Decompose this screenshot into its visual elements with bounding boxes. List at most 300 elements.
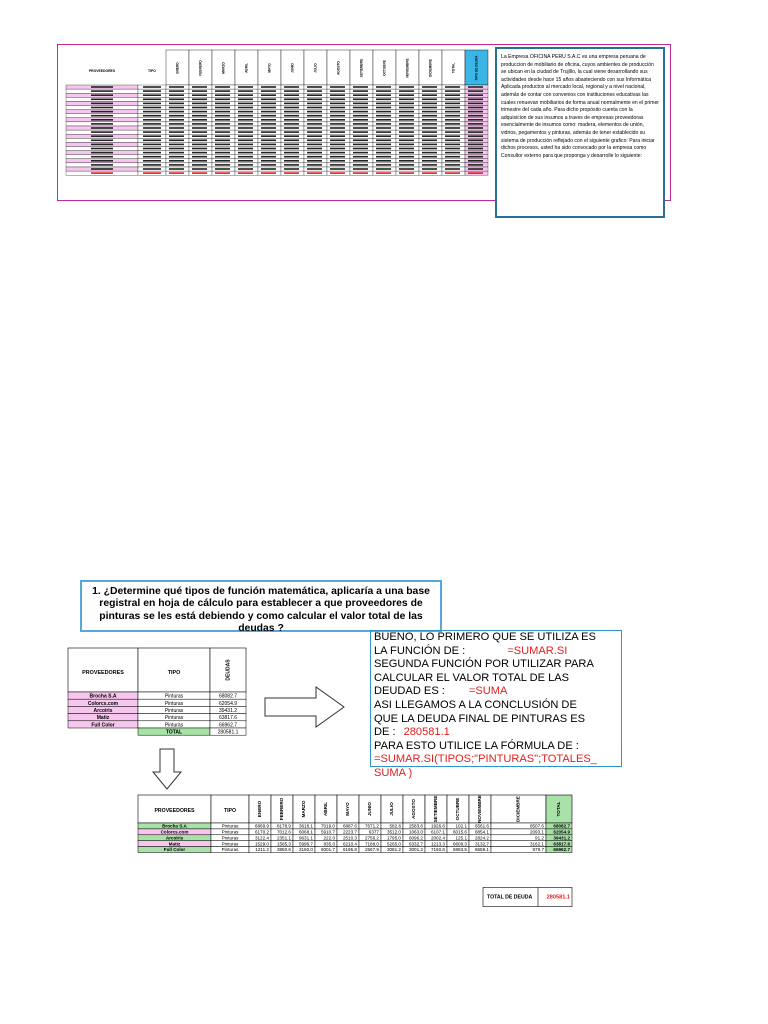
header-label: TOTAL (556, 801, 562, 817)
header-label: MARZO (221, 62, 226, 74)
tiny-cell-text (399, 156, 414, 158)
tiny-cell-text (284, 103, 299, 105)
header-cell (138, 50, 166, 85)
tiny-cell-text (261, 115, 276, 117)
cell-value: Pinturas (221, 835, 239, 841)
tiny-cell-text (445, 168, 460, 170)
tiny-cell-text (284, 144, 299, 146)
tiny-cell-text (215, 135, 230, 137)
tiny-cell-text (330, 99, 345, 101)
tiny-cell-text (376, 127, 391, 129)
cell-value: 6015.6 (452, 829, 467, 835)
cell-value: Brocha S.A (162, 823, 187, 829)
tiny-cell-text (376, 144, 391, 146)
tiny-cell-text (215, 148, 230, 150)
total-debt-value: 280581.1 (546, 894, 570, 901)
tiny-cell-text (307, 156, 322, 158)
tiny-cell-text (468, 160, 483, 162)
tiny-cell-text (422, 127, 437, 129)
tiny-cell-text (376, 156, 391, 158)
tiny-cell-text (143, 140, 161, 142)
tiny-cell-text (468, 164, 483, 166)
tiny-cell-text (192, 135, 207, 137)
tiny-cell-text (215, 86, 230, 88)
cell-value: 62054.9 (218, 700, 238, 707)
tiny-cell-text (376, 168, 391, 170)
cell-value: 3162.1 (529, 841, 544, 847)
cell-value: Pinturas (221, 847, 239, 853)
tiny-cell-text (307, 144, 322, 146)
tiny-cell-text (422, 172, 437, 174)
tiny-cell-text (445, 119, 460, 121)
tiny-cell-text (91, 160, 113, 162)
tiny-cell-text (192, 123, 207, 125)
tiny-cell-text (330, 144, 345, 146)
header-label: PROVEEDORES (154, 808, 195, 814)
header-label: FEBRERO (279, 797, 285, 821)
tiny-cell-text (422, 111, 437, 113)
tiny-cell-text (284, 131, 299, 133)
tiny-cell-text (399, 86, 414, 88)
tiny-cell-text (192, 160, 207, 162)
formula-line: =SUMAR.SI(TIPOS;"PINTURAS";TOTALES_ (374, 753, 597, 766)
answer-line: CALCULAR EL VALOR TOTAL DE LAS (374, 671, 570, 684)
tiny-cell-text (261, 172, 276, 174)
tiny-cell-text (353, 90, 368, 92)
header-label: DICIEMBRE (428, 59, 433, 77)
answer-line: DEUDAD ES : =SUMA (374, 685, 508, 698)
tiny-cell-text (91, 144, 113, 146)
tiny-cell-text (143, 111, 161, 113)
tiny-cell-text (238, 164, 253, 166)
header-label: PROVEEDORES (88, 69, 116, 73)
tiny-cell-text (330, 152, 345, 154)
tiny-cell-text (330, 111, 345, 113)
tiny-cell-text (376, 164, 391, 166)
tiny-cell-text (169, 131, 184, 133)
tiny-cell-text (399, 99, 414, 101)
cell-value: 1063.0 (408, 829, 423, 835)
tiny-cell-text (445, 99, 460, 101)
tiny-cell-text (422, 148, 437, 150)
tiny-cell-text (422, 90, 437, 92)
tiny-cell-text (376, 148, 391, 150)
tiny-cell-text (215, 94, 230, 96)
answer-line: PARA ESTO UTILICE LA FÓRMULA DE : (374, 739, 579, 752)
tiny-cell-text (307, 86, 322, 88)
tiny-cell-text (238, 148, 253, 150)
cell-value: 5996.7 (298, 841, 313, 847)
cell-value: 6883.5 (452, 847, 467, 853)
tiny-cell-text (215, 103, 230, 105)
header-label: ENERO (175, 62, 180, 74)
tiny-cell-text (445, 90, 460, 92)
tiny-cell-text (422, 86, 437, 88)
tiny-cell-text (169, 135, 184, 137)
cell-value: 68082.7 (553, 823, 570, 829)
tiny-cell-text (238, 119, 253, 121)
cell-value: 8507.6 (529, 823, 544, 829)
cell-value: 7012.6 (276, 829, 291, 835)
tiny-cell-text (238, 140, 253, 142)
tiny-cell-text (376, 135, 391, 137)
tiny-cell-text (353, 107, 368, 109)
tiny-cell-text (215, 99, 230, 101)
tiny-cell-text (215, 144, 230, 146)
tiny-cell-text (238, 172, 253, 174)
tiny-cell-text (261, 144, 276, 146)
tiny-cell-text (284, 111, 299, 113)
header-label: SETIEMBRE (359, 58, 364, 78)
tiny-cell-text (330, 148, 345, 150)
tiny-cell-text (399, 168, 414, 170)
tiny-cell-text (376, 160, 391, 162)
total-debt-label: TOTAL DE DEUDA (487, 894, 533, 901)
header-label: TOTAL (451, 62, 456, 74)
tiny-cell-text (330, 135, 345, 137)
question-box (80, 580, 442, 635)
cell-value: 6001.7 (320, 847, 335, 853)
tiny-cell-text (468, 148, 483, 150)
function-sumar-si: =SUMAR.SI (507, 644, 568, 657)
tiny-cell-text (376, 152, 391, 154)
tiny-cell-text (468, 103, 483, 105)
tiny-cell-text (353, 140, 368, 142)
answer-line: QUE LA DEUDA FINAL DE PINTURAS ES (374, 712, 586, 725)
tiny-cell-text (261, 164, 276, 166)
tiny-cell-text (307, 127, 322, 129)
header-label: MARZO (301, 800, 307, 818)
tiny-cell-text (169, 103, 184, 105)
header-label: DEUDAS (225, 659, 232, 681)
tiny-cell-text (353, 94, 368, 96)
cell-value: 3132.7 (474, 841, 489, 847)
tiny-cell-text (445, 111, 460, 113)
tiny-cell-text (169, 119, 184, 121)
tiny-cell-text (353, 152, 368, 154)
tiny-cell-text (330, 127, 345, 129)
tiny-cell-text (238, 168, 253, 170)
tiny-cell-text (399, 131, 414, 133)
tiny-cell-text (238, 135, 253, 137)
tiny-cell-text (422, 156, 437, 158)
tiny-cell-text (468, 107, 483, 109)
tiny-cell-text (353, 99, 368, 101)
tiny-cell-text (192, 131, 207, 133)
tiny-cell-text (91, 168, 113, 170)
tiny-cell-text (353, 160, 368, 162)
tiny-cell-text (307, 94, 322, 96)
tiny-cell-text (468, 127, 483, 129)
tiny-cell-text (422, 103, 437, 105)
cell-value: 6210.4 (342, 841, 357, 847)
tiny-cell-text (399, 90, 414, 92)
cell-value: 91.2 (535, 835, 544, 841)
cell-value: 1585.3 (276, 841, 291, 847)
tiny-cell-text (468, 119, 483, 121)
supplier-spreadsheet-grid (62, 48, 492, 194)
tiny-cell-text (215, 140, 230, 142)
tiny-cell-text (169, 148, 184, 150)
cell-value: 125.1 (455, 835, 467, 841)
tiny-cell-text (284, 123, 299, 125)
cell-value: 2824.2 (474, 835, 489, 841)
cell-value: 8659.1 (474, 847, 489, 853)
header-label: FEBRERO (198, 60, 203, 76)
tiny-cell-text (353, 119, 368, 121)
tiny-cell-text (307, 131, 322, 133)
tiny-cell-text (91, 115, 113, 117)
tiny-cell-text (376, 90, 391, 92)
tiny-cell-text (399, 115, 414, 117)
tiny-cell-text (238, 131, 253, 133)
header-label: TIPO DE DEUDA (474, 55, 479, 81)
tiny-cell-text (307, 172, 322, 174)
tiny-cell-text (143, 103, 161, 105)
answer-box (370, 630, 622, 779)
tiny-cell-text (192, 99, 207, 101)
cell-value: Full Color (163, 847, 186, 853)
tiny-cell-text (215, 119, 230, 121)
tiny-cell-text (169, 164, 184, 166)
cell-value: 2583.6 (408, 823, 423, 829)
tiny-cell-text (238, 103, 253, 105)
cell-value: 1795.0 (386, 835, 401, 841)
tiny-cell-text (353, 144, 368, 146)
tiny-cell-text (445, 144, 460, 146)
cell-value: Pinturas (221, 823, 239, 829)
cell-value: 68082.7 (218, 693, 238, 700)
tiny-cell-text (215, 160, 230, 162)
tiny-cell-text (468, 94, 483, 96)
tiny-cell-text (399, 148, 414, 150)
tiny-cell-text (376, 99, 391, 101)
tiny-cell-text (215, 123, 230, 125)
header-label: JULIO (313, 63, 318, 73)
tiny-cell-text (330, 156, 345, 158)
cell-value: Pinturas (221, 841, 239, 847)
tiny-cell-text (468, 86, 483, 88)
tiny-cell-text (399, 127, 414, 129)
tiny-cell-text (192, 86, 207, 88)
cell-value: 6068.1 (298, 829, 313, 835)
header-label: AGOSTO (411, 799, 417, 819)
cell-value: 3122.4 (254, 835, 269, 841)
cell-value: Pinturas (164, 693, 184, 700)
tiny-cell-text (261, 99, 276, 101)
tiny-cell-text (376, 172, 391, 174)
cell-value: 62054.9 (553, 829, 570, 835)
header-label: ABRIL (323, 801, 329, 817)
tiny-cell-text (192, 168, 207, 170)
tiny-cell-text (399, 172, 414, 174)
tiny-cell-text (215, 131, 230, 133)
tiny-cell-text (192, 152, 207, 154)
tiny-cell-text (307, 164, 322, 166)
tiny-cell-text (91, 140, 113, 142)
tiny-cell-text (192, 164, 207, 166)
tiny-cell-text (330, 131, 345, 133)
tiny-cell-text (238, 90, 253, 92)
tiny-cell-text (353, 123, 368, 125)
tiny-cell-text (261, 156, 276, 158)
tiny-cell-text (284, 164, 299, 166)
question-text: 1. ¿Determine qué tipos de función matemática, aplicaría a una base registral en hoja de cálculo para establecer a que proveedores de pinturas se les está debiendo y como calcular el valor total de las deudas ? (92, 586, 430, 635)
cell-value: 6332.7 (408, 841, 423, 847)
tiny-cell-text (376, 111, 391, 113)
cell-value: 7671.2 (364, 823, 379, 829)
tiny-cell-text (143, 144, 161, 146)
cell-value: Pinturas (164, 715, 184, 722)
tiny-cell-text (468, 144, 483, 146)
answer-line: BUENO, LO PRIMERO QUE SE UTILIZA ES (374, 631, 596, 643)
tiny-cell-text (468, 140, 483, 142)
tiny-cell-text (307, 140, 322, 142)
tiny-cell-text (215, 111, 230, 113)
tiny-cell-text (284, 115, 299, 117)
tiny-cell-text (307, 160, 322, 162)
tiny-cell-text (376, 94, 391, 96)
formula-line: SUMA ) (374, 766, 413, 779)
cell-value: 978.7 (532, 847, 544, 853)
tiny-cell-text (215, 152, 230, 154)
tiny-cell-text (215, 107, 230, 109)
tiny-cell-text (143, 119, 161, 121)
tiny-cell-text (215, 127, 230, 129)
tiny-cell-text (261, 111, 276, 113)
tiny-cell-text (261, 168, 276, 170)
tiny-cell-text (422, 160, 437, 162)
tiny-cell-text (445, 127, 460, 129)
tiny-cell-text (261, 103, 276, 105)
tiny-cell-text (399, 119, 414, 121)
tiny-cell-text (192, 103, 207, 105)
tiny-cell-text (91, 127, 113, 129)
tiny-cell-text (238, 160, 253, 162)
tiny-cell-text (169, 107, 184, 109)
cell-value: 2510.3 (342, 835, 357, 841)
tiny-cell-text (330, 140, 345, 142)
header-label: TIPO (148, 69, 156, 73)
debt-summary-table (68, 648, 246, 738)
tiny-cell-text (284, 119, 299, 121)
tiny-cell-text (330, 168, 345, 170)
cell-value: Brocha S.A (89, 693, 117, 700)
cell-value: 102.1 (455, 823, 467, 829)
tiny-cell-text (330, 107, 345, 109)
tiny-cell-text (91, 172, 113, 174)
tiny-cell-text (445, 164, 460, 166)
cell-value: 2160.0 (298, 847, 313, 853)
tiny-cell-text (143, 156, 161, 158)
tiny-cell-text (169, 127, 184, 129)
tiny-cell-text (376, 103, 391, 105)
tiny-cell-text (261, 90, 276, 92)
tiny-cell-text (468, 111, 483, 113)
tiny-cell-text (399, 140, 414, 142)
cell-value: 1211.2 (255, 847, 269, 853)
header-cell (66, 50, 138, 85)
tiny-cell-text (143, 115, 161, 117)
cell-value: 7019.0 (320, 823, 335, 829)
tiny-cell-text (468, 135, 483, 137)
tiny-cell-text (422, 164, 437, 166)
tiny-cell-text (468, 123, 483, 125)
tiny-cell-text (307, 148, 322, 150)
tiny-cell-text (307, 119, 322, 121)
tiny-cell-text (399, 103, 414, 105)
header-label: ABRIL (244, 63, 249, 73)
tiny-cell-text (468, 152, 483, 154)
tiny-cell-text (468, 131, 483, 133)
tiny-cell-text (238, 127, 253, 129)
tiny-cell-text (330, 119, 345, 121)
cell-value: 1926.6 (430, 823, 445, 829)
tiny-cell-text (307, 90, 322, 92)
tiny-cell-text (353, 148, 368, 150)
cell-value: 8178.9 (276, 823, 291, 829)
tiny-cell-text (261, 119, 276, 121)
tiny-cell-text (192, 115, 207, 117)
tiny-cell-text (422, 94, 437, 96)
header-label: OCTUBRE (382, 60, 387, 76)
tiny-cell-text (143, 123, 161, 125)
header-label: MAYO (345, 802, 351, 816)
cell-value: 3618.1 (298, 823, 313, 829)
tiny-cell-text (261, 135, 276, 137)
tiny-cell-text (192, 148, 207, 150)
tiny-cell-text (422, 99, 437, 101)
tiny-cell-text (422, 144, 437, 146)
header-label: TIPO (223, 808, 237, 814)
tiny-cell-text (261, 131, 276, 133)
cell-value: 6195.8 (342, 847, 357, 853)
tiny-cell-text (192, 90, 207, 92)
tiny-cell-text (468, 90, 483, 92)
tiny-cell-text (353, 103, 368, 105)
cell-value: 3081.2 (386, 847, 401, 853)
tiny-cell-text (376, 140, 391, 142)
tiny-cell-text (261, 107, 276, 109)
tiny-cell-text (284, 168, 299, 170)
header-label: PROVEEDORES (82, 670, 124, 676)
cell-value: 6609.3 (452, 841, 467, 847)
tiny-cell-text (330, 123, 345, 125)
arrow-right-icon (264, 686, 346, 728)
total-value: 280581.1 (217, 729, 239, 736)
tiny-cell-text (169, 86, 184, 88)
tiny-cell-text (353, 164, 368, 166)
tiny-cell-text (169, 172, 184, 174)
tiny-cell-text (353, 156, 368, 158)
tiny-cell-text (261, 123, 276, 125)
header-label: ENERO (257, 800, 263, 818)
tiny-cell-text (169, 94, 184, 96)
tiny-cell-text (238, 111, 253, 113)
tiny-cell-text (238, 99, 253, 101)
answer-line: LA FUNCIÓN DE : =SUMAR.SI (374, 644, 568, 657)
cell-value: 6107.1 (430, 829, 445, 835)
tiny-cell-text (468, 115, 483, 117)
tiny-cell-text (91, 123, 113, 125)
tiny-cell-text (169, 144, 184, 146)
tiny-cell-text (399, 160, 414, 162)
tiny-cell-text (353, 127, 368, 129)
tiny-cell-text (91, 152, 113, 154)
tiny-cell-text (215, 90, 230, 92)
tiny-cell-text (143, 164, 161, 166)
tiny-cell-text (468, 156, 483, 158)
